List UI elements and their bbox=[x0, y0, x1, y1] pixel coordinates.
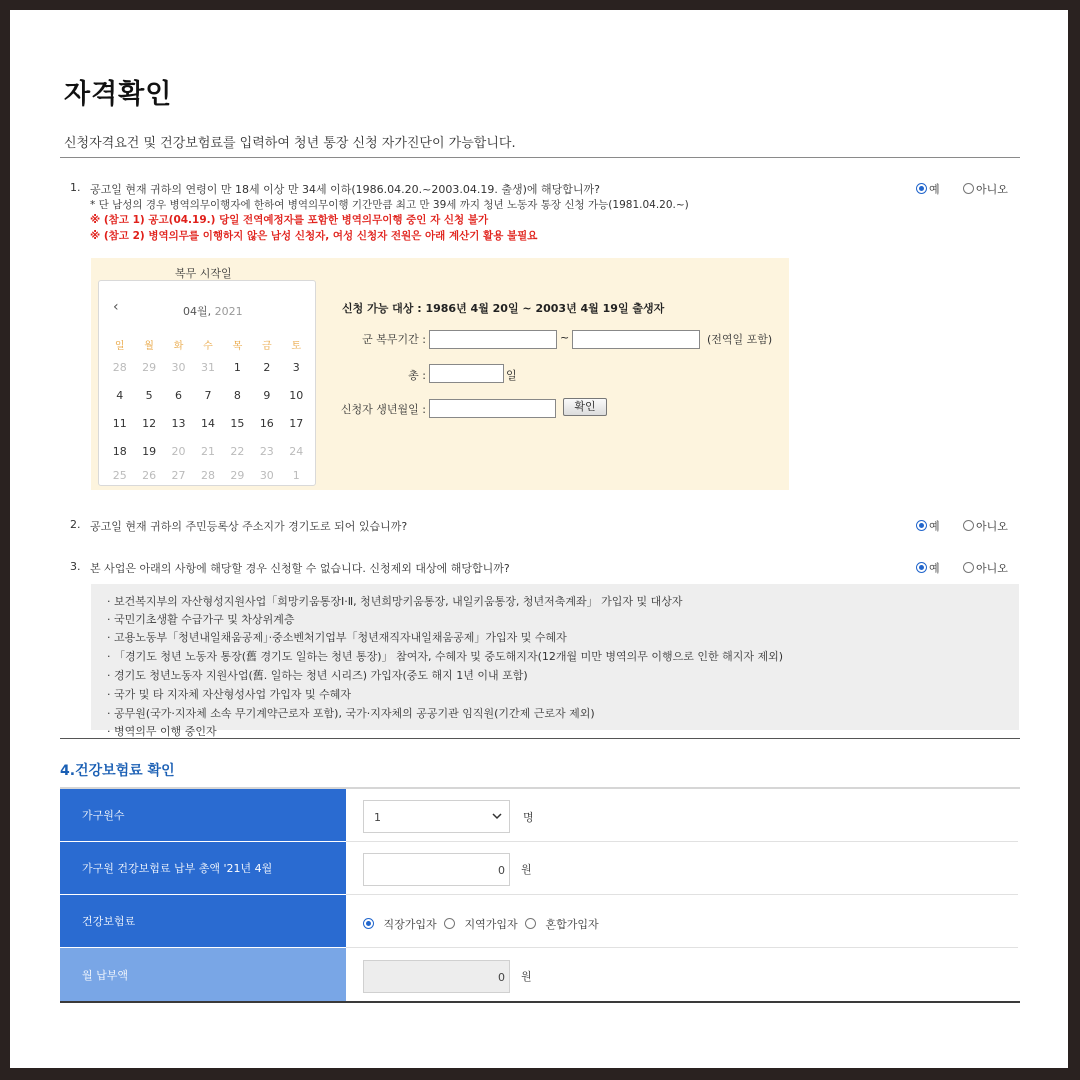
divider bbox=[60, 157, 1020, 158]
insurance-type-regional-option[interactable] bbox=[444, 916, 518, 932]
radio-unchecked-icon[interactable] bbox=[963, 520, 974, 531]
question-1-number: 1. bbox=[70, 181, 81, 194]
calendar-label: 복무 시작일 bbox=[175, 267, 232, 280]
question-1-note: * 단 남성의 경우 병역의무이행자에 한하여 병역의무이행 기간만큼 최고 만 39세 까지 청년 노동자 통장 신청 가능(1981.04.20.~) bbox=[90, 199, 689, 211]
discharge-day-note: (전역일 포함) bbox=[707, 333, 773, 346]
calendar-year: 2021 bbox=[214, 305, 243, 318]
row-divider bbox=[346, 947, 1018, 948]
calendar-month-label bbox=[183, 303, 243, 319]
calendar-month: 04월, bbox=[183, 305, 212, 318]
calendar-day[interactable]: 18 bbox=[112, 445, 127, 458]
calendar-day[interactable]: 15 bbox=[230, 417, 245, 430]
calendar-day[interactable]: 20 bbox=[171, 445, 186, 458]
exclusion-item: · 「경기도 청년 노동자 통장(舊 경기도 일하는 청년 통장)」 참여자, 수혜자 및 중도해지자(12개월 미만 병역의무 이행으로 인한 해지자 제외) bbox=[107, 650, 784, 663]
page-title: 자격확인 bbox=[64, 79, 173, 110]
calendar-day[interactable]: 9 bbox=[263, 389, 271, 402]
birthdate-input[interactable] bbox=[429, 399, 556, 418]
page-description: 신청자격요건 및 건강보험료를 입력하여 청년 통장 신청 자가진단이 가능합니다. bbox=[64, 136, 516, 151]
insurance-type-workplace-label: 직장가입자 bbox=[383, 918, 437, 931]
weekday-thu: 목 bbox=[232, 341, 243, 352]
exclusion-list[interactable] bbox=[91, 584, 1019, 738]
calendar-day[interactable]: 31 bbox=[200, 361, 215, 374]
exclusion-item: · 국가 및 타 지자체 자산형성사업 가입자 및 수혜자 bbox=[107, 688, 351, 701]
calendar-day[interactable]: 29 bbox=[142, 361, 157, 374]
question-3-text: 본 사업은 아래의 사항에 해당할 경우 신청할 수 없습니다. 신청제외 대상에 해당합니까? bbox=[90, 562, 510, 575]
question-2-no-label: 아니오 bbox=[976, 520, 1008, 533]
monthly-payment-label: 월 납부액 bbox=[82, 968, 129, 982]
weekday-tue: 화 bbox=[173, 341, 184, 352]
calendar-day[interactable]: 14 bbox=[200, 417, 215, 430]
calendar-weekday-header bbox=[105, 337, 311, 355]
monthly-payment-value: 0 bbox=[498, 971, 505, 984]
exclusion-item: · 공무원(국가·지자체 소속 무기계약근로자 포함), 국가·지자체의 공공기관 임직원(기간제 근로자 제외) bbox=[107, 707, 595, 720]
weekday-mon: 월 bbox=[144, 341, 154, 352]
weekday-sat: 토 bbox=[291, 341, 302, 352]
question-3-no-label: 아니오 bbox=[976, 562, 1008, 575]
calendar-day[interactable]: 21 bbox=[200, 445, 215, 458]
calendar-day[interactable]: 1 bbox=[233, 361, 241, 374]
calendar-day[interactable]: 27 bbox=[171, 469, 186, 482]
radio-unchecked-icon[interactable] bbox=[963, 183, 974, 194]
eligible-birth-range: 신청 가능 대상 : 1986년 4월 20일 ~ 2003년 4월 19일 출생자 bbox=[342, 302, 665, 315]
insurance-type-mixed-label: 혼합가입자 bbox=[545, 918, 599, 931]
calendar-day[interactable]: 22 bbox=[230, 445, 245, 458]
question-1-yes-option[interactable] bbox=[916, 181, 940, 197]
radio-unchecked-icon[interactable] bbox=[963, 562, 974, 573]
tilde-separator: ~ bbox=[560, 331, 570, 344]
premium-total-unit: 원 bbox=[521, 863, 532, 876]
previous-month-icon[interactable]: ‹ bbox=[113, 299, 119, 315]
radio-checked-icon[interactable] bbox=[916, 562, 927, 573]
calendar-day[interactable]: 6 bbox=[175, 389, 183, 402]
insurance-type-regional-label: 지역가입자 bbox=[464, 918, 518, 931]
calendar-day[interactable]: 17 bbox=[289, 417, 304, 430]
premium-total-header bbox=[60, 842, 346, 894]
exclusion-item: · 보건복지부의 자산형성지원사업「희망키움통장Ⅰ·Ⅱ, 청년희망키움통장, 내일키움통장, 청년저축계좌」 가입자 및 대상자 bbox=[107, 595, 683, 608]
premium-total-input[interactable] bbox=[363, 853, 510, 886]
chevron-down-icon bbox=[492, 813, 502, 820]
question-3-yes-label: 예 bbox=[929, 562, 940, 575]
radio-unchecked-icon[interactable] bbox=[444, 918, 455, 929]
calendar-day[interactable]: 16 bbox=[259, 417, 274, 430]
monthly-payment-unit: 원 bbox=[521, 970, 532, 983]
weekday-sun: 일 bbox=[114, 341, 125, 352]
calendar-day[interactable]: 28 bbox=[112, 361, 127, 374]
question-2-yes-label: 예 bbox=[929, 520, 940, 533]
days-unit: 일 bbox=[506, 369, 517, 382]
calendar-day[interactable]: 13 bbox=[171, 417, 186, 430]
row-divider bbox=[346, 894, 1018, 895]
exclusion-item: · 경기도 청년노동자 지원사업(舊. 일하는 청년 시리즈) 가입자(중도 해지 1년 이내 포함) bbox=[107, 669, 528, 682]
question-2-text: 공고일 현재 귀하의 주민등록상 주소지가 경기도로 되어 있습니까? bbox=[90, 520, 408, 533]
calendar-day[interactable]: 29 bbox=[230, 469, 245, 482]
calendar-day[interactable]: 30 bbox=[171, 361, 186, 374]
question-2-number: 2. bbox=[70, 518, 81, 531]
question-2-yes-option[interactable] bbox=[916, 518, 940, 534]
divider bbox=[60, 738, 1020, 739]
household-size-header bbox=[60, 789, 346, 841]
weekday-wed: 수 bbox=[203, 341, 213, 352]
question-1-text: 공고일 현재 귀하의 연령이 만 18세 이상 만 34세 이하(1986.04.20.~2003.04.19. 출생)에 해당합니까? bbox=[90, 183, 600, 196]
question-1-no-label: 아니오 bbox=[976, 183, 1008, 196]
birthdate-label: 신청자 생년월일 : bbox=[340, 403, 426, 416]
calendar-day[interactable]: 1 bbox=[292, 469, 300, 482]
radio-checked-icon[interactable] bbox=[916, 520, 927, 531]
monthly-payment-input bbox=[363, 960, 510, 993]
page-container bbox=[10, 10, 1068, 1068]
calendar-day[interactable]: 8 bbox=[233, 389, 241, 402]
question-2-no-option[interactable] bbox=[963, 518, 1008, 534]
calendar-day[interactable]: 11 bbox=[112, 417, 127, 430]
service-period-label: 군 복무기간 : bbox=[362, 333, 426, 346]
radio-unchecked-icon[interactable] bbox=[525, 918, 536, 929]
household-size-select[interactable] bbox=[363, 800, 510, 833]
row-divider bbox=[346, 841, 1018, 842]
weekday-fri: 금 bbox=[261, 341, 272, 352]
question-1-warning-2: ※ (참고 2) 병역의무를 이행하지 않은 남성 신청자, 여성 신청자 전원은 아래 계산기 활용 불필요 bbox=[90, 230, 538, 242]
exclusion-item: · 고용노동부「청년내일채움공제」·중소벤처기업부「청년재직자내일채움공제」가입자 및 수혜자 bbox=[107, 631, 567, 644]
exclusion-item: · 국민기초생활 수급가구 및 차상위계층 bbox=[107, 613, 295, 626]
calendar-day[interactable]: 3 bbox=[292, 361, 300, 374]
divider bbox=[60, 1001, 1020, 1003]
total-days-input[interactable] bbox=[429, 364, 504, 383]
question-3-yes-option[interactable] bbox=[916, 560, 940, 576]
date-picker-calendar[interactable] bbox=[98, 280, 316, 486]
calendar-day[interactable]: 5 bbox=[145, 389, 153, 402]
radio-checked-icon[interactable] bbox=[363, 918, 374, 929]
calendar-day[interactable]: 25 bbox=[112, 469, 127, 482]
calendar-day[interactable]: 2 bbox=[263, 361, 271, 374]
service-end-input[interactable] bbox=[572, 330, 700, 349]
question-1-no-option[interactable] bbox=[963, 181, 1008, 197]
question-1-yes-label: 예 bbox=[929, 183, 940, 196]
insurance-type-mixed-option[interactable] bbox=[525, 916, 599, 932]
health-insurance-section-title: 4.건강보험료 확인 bbox=[60, 763, 175, 779]
insurance-type-workplace-option[interactable] bbox=[363, 916, 437, 932]
calendar-day[interactable]: 23 bbox=[259, 445, 274, 458]
calendar-day[interactable]: 30 bbox=[259, 469, 274, 482]
radio-checked-icon[interactable] bbox=[916, 183, 927, 194]
confirm-button[interactable]: 확인 bbox=[563, 398, 607, 416]
household-size-unit: 명 bbox=[523, 811, 534, 824]
question-3-no-option[interactable] bbox=[963, 560, 1008, 576]
calendar-week bbox=[105, 361, 311, 379]
question-1-warning-1: ※ (참고 1) 공고(04.19.) 당일 전역예정자를 포함한 병역의무이행 중인 자 신청 불가 bbox=[90, 214, 489, 226]
premium-total-label: 가구원 건강보험료 납부 총액 '21년 4월 bbox=[82, 862, 273, 875]
insurance-type-header bbox=[60, 895, 346, 947]
exclusion-item: · 병역의무 이행 중인자 bbox=[107, 725, 217, 738]
monthly-payment-header bbox=[60, 948, 346, 1001]
service-start-input[interactable] bbox=[429, 330, 557, 349]
calendar-day[interactable]: 28 bbox=[200, 469, 215, 482]
household-size-label: 가구원수 bbox=[82, 809, 125, 822]
calendar-day[interactable]: 10 bbox=[289, 389, 304, 402]
premium-total-value: 0 bbox=[498, 864, 505, 877]
calendar-day[interactable]: 4 bbox=[116, 389, 124, 402]
calendar-week bbox=[105, 445, 311, 463]
insurance-type-label: 건강보험료 bbox=[82, 915, 136, 928]
question-3-number: 3. bbox=[70, 560, 81, 573]
calendar-week bbox=[105, 389, 311, 407]
calendar-day[interactable]: 26 bbox=[142, 469, 157, 482]
calendar-day[interactable]: 24 bbox=[289, 445, 304, 458]
calendar-day[interactable]: 7 bbox=[204, 389, 212, 402]
household-size-value: 1 bbox=[374, 811, 381, 824]
total-days-label: 총 : bbox=[408, 369, 426, 382]
calendar-day[interactable]: 19 bbox=[142, 445, 157, 458]
calendar-week bbox=[105, 417, 311, 435]
calendar-day[interactable]: 12 bbox=[142, 417, 157, 430]
calendar-week bbox=[105, 469, 311, 487]
